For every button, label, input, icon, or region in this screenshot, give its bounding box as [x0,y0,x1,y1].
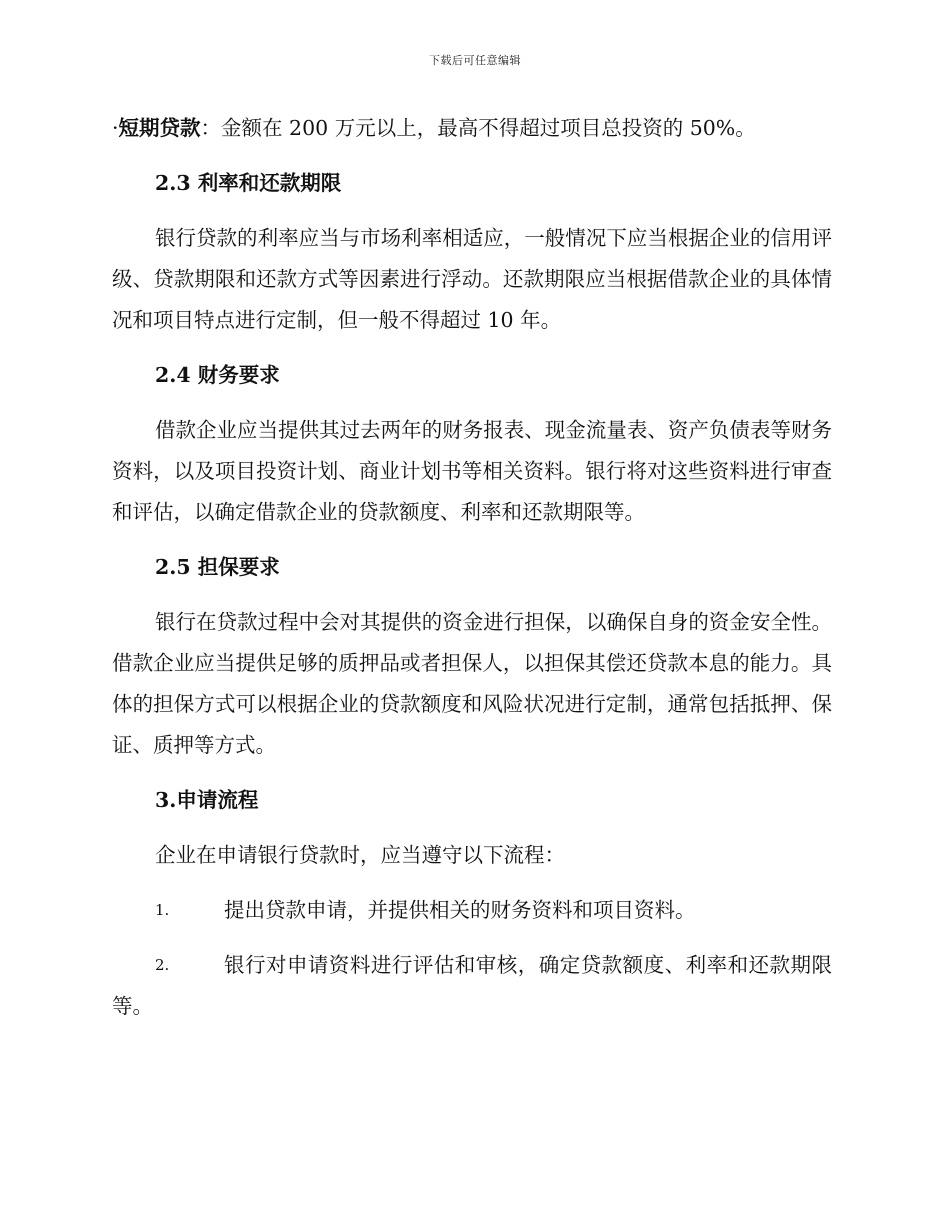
section-heading-3: 3.申请流程 [155,788,259,812]
list-item [112,945,832,1027]
list-item-number: 2. [155,956,170,974]
section-heading-2-5: 2.5 担保要求 [155,555,280,579]
document-body [112,108,832,1027]
page-header: 下载后可任意编辑 [429,54,521,67]
list-item-text: 提出贷款申请，并提供相关的财务资料和项目资料。 [224,898,696,922]
section-heading-2-4: 2.4 财务要求 [155,363,280,387]
list-item-number: 1. [155,901,170,919]
bullet-marker: · [112,116,119,140]
bullet-term: 短期贷款 [118,116,201,140]
section-intro-3: 企业在申请银行贷款时，应当遵守以下流程： [155,843,565,867]
list-item-text: 银行对申请资料进行评估和审核，确定贷款额度、利率和还款期限等。 [112,953,832,1018]
section-body-2-3: 银行贷款的利率应当与市场利率相适应，一般情况下应当根据企业的信用评级、贷款期限和还款方式等因素进行浮动。还款期限应当根据借款企业的具体情况和项目特点进行定制，但一般不得超过 10 年。 [112,226,832,332]
section-body-2-5: 银行在贷款过程中会对其提供的资金进行担保，以确保自身的资金安全性。借款企业应当提供足够的质押品或者担保人，以担保其偿还贷款本息的能力。具体的担保方式可以根据企业的贷款额度和风险状况进行定制，通常包括抵押、保证、质押等方式。 [112,610,832,757]
bullet-short-term-loan [112,108,832,149]
list-item [112,890,832,931]
bullet-text: ：金额在 200 万元以上，最高不得超过项目总投资的 50%。 [200,116,756,140]
section-heading-2-3: 2.3 利率和还款期限 [155,171,342,195]
section-body-2-4: 借款企业应当提供其过去两年的财务报表、现金流量表、资产负债表等财务资料，以及项目投资计划、商业计划书等相关资料。银行将对这些资料进行审查和评估，以确定借款企业的贷款额度、利率和还款期限等。 [112,418,832,524]
